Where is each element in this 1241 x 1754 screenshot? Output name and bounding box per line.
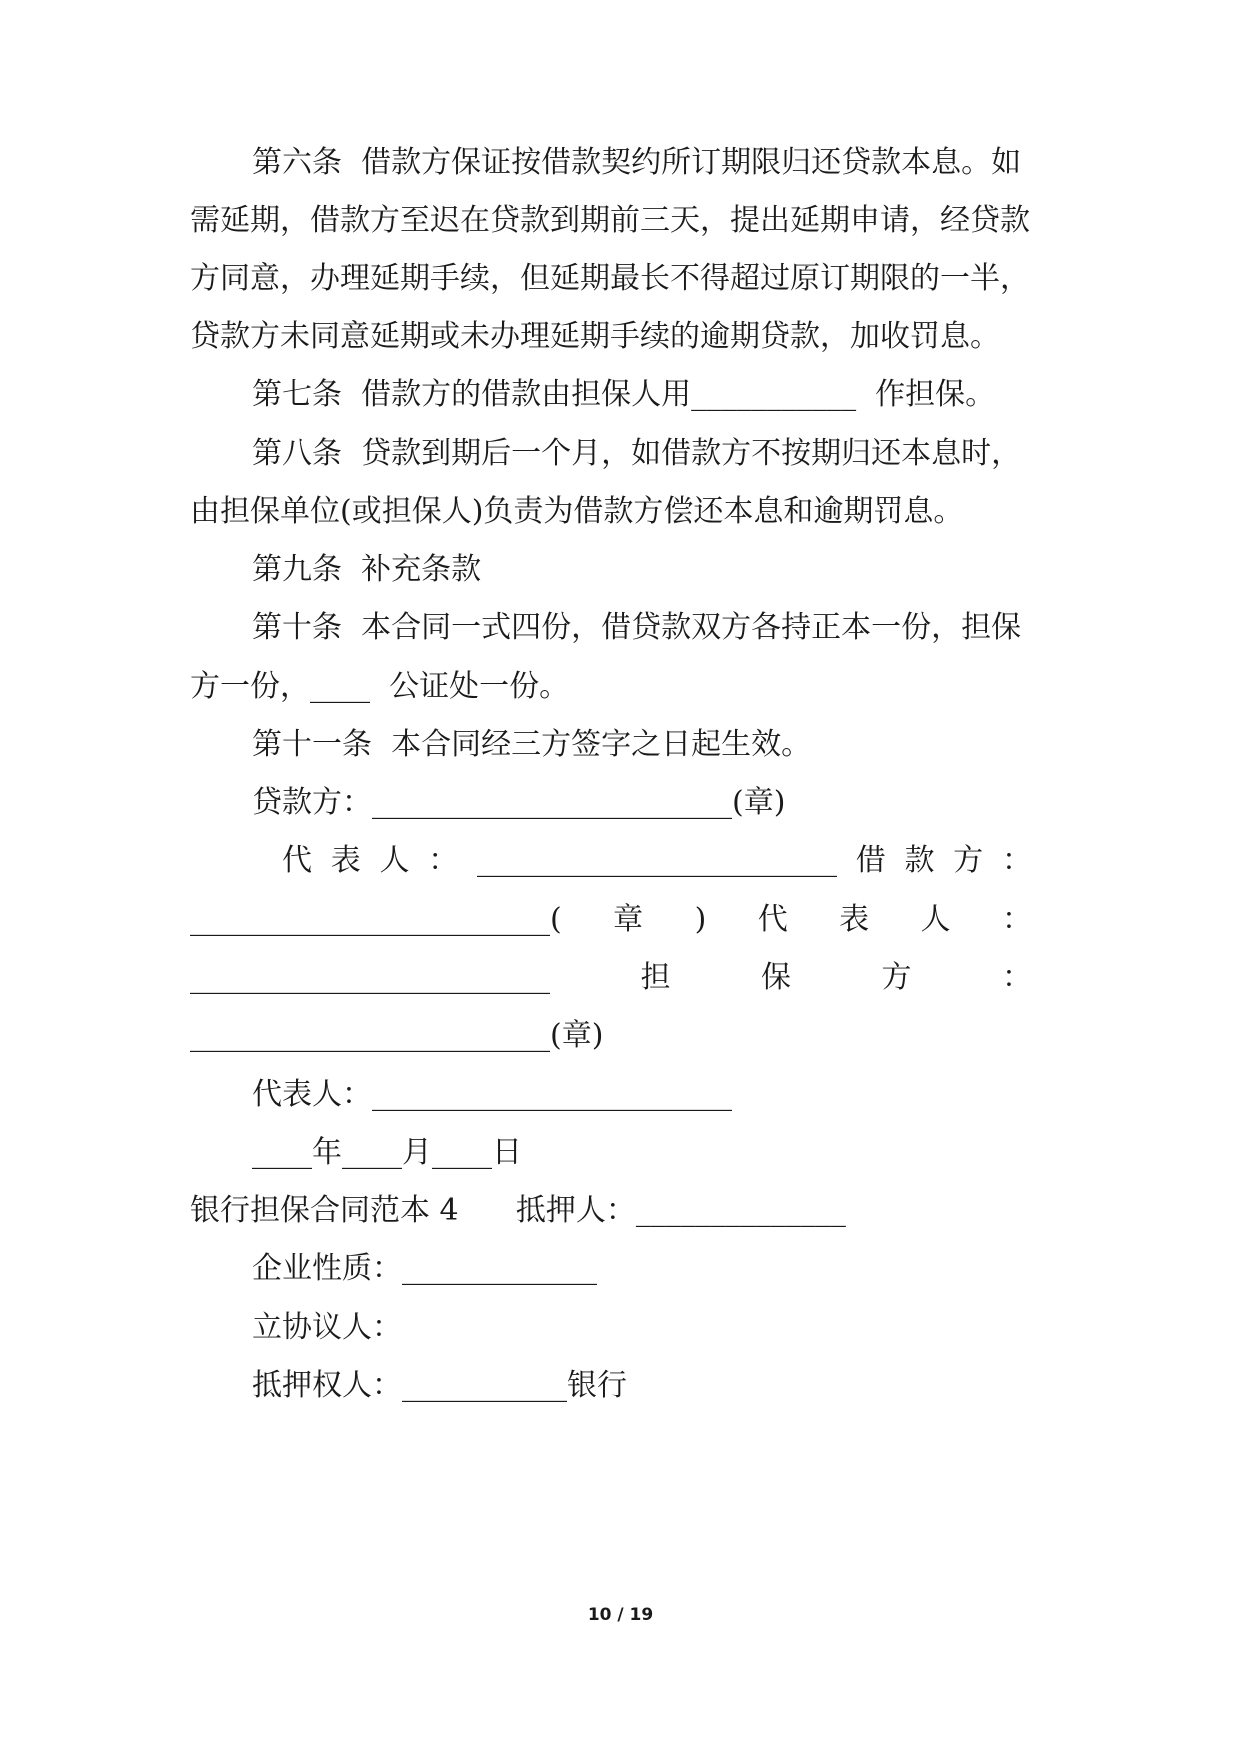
signature-line-guarantor: ________________________(章) — [190, 1018, 604, 1053]
justified-token: 代 — [282, 843, 312, 878]
paragraph-line: 第十一条 本合同经三方签字之日起生效。 — [252, 727, 812, 762]
justified-token: 保 — [761, 960, 791, 995]
field-line: 企业性质：_____________ — [252, 1251, 597, 1286]
justified-token: 人 — [379, 843, 410, 878]
justified-token: 担 — [640, 960, 671, 995]
paragraph-line: 第八条 贷款到期后一个月，如借款方不按期归还本息时， — [252, 436, 1022, 471]
justified-token: ： — [428, 843, 459, 878]
representative-line: 代表人：________________________ — [252, 1077, 732, 1112]
paragraph-line: 由担保单位(或担保人)负责为借款方偿还本息和逾期罚息。 — [190, 494, 964, 529]
paragraph-line: 第六条 借款方保证按借款契约所订期限归还贷款本息。如 — [252, 145, 1022, 180]
paragraph-line: 方同意，办理延期手续，但延期最长不得超过原订期限的一半， — [190, 261, 1030, 296]
section-heading-line: 银行担保合同范本 4 抵押人：______________ — [190, 1193, 846, 1228]
field-line: 立协议人： — [252, 1310, 402, 1345]
justified-token: ： — [1001, 902, 1032, 937]
date-line: ____年____月____日 — [252, 1135, 522, 1170]
paragraph-line: 第七条 借款方的借款由担保人用___________ 作担保。 — [252, 377, 996, 412]
justified-token: 表 — [330, 843, 361, 878]
field-line: 抵押权人：___________银行 — [252, 1368, 627, 1403]
justified-signature-line — [190, 900, 1032, 940]
page-number: 10 / 19 — [587, 1605, 654, 1625]
justified-token: 表 — [839, 902, 870, 937]
justified-token: 人 — [920, 902, 951, 937]
justified-signature-line — [282, 841, 1032, 881]
justified-token: 款 — [904, 843, 935, 878]
justified-token: 代 — [757, 902, 788, 937]
paragraph-line: 需延期，借款方至迟在贷款到期前三天，提出延期申请，经贷款 — [190, 203, 1030, 238]
justified-token: 方 — [953, 843, 984, 878]
justified-token: ： — [1002, 960, 1032, 995]
justified-token: ________________________( — [190, 902, 562, 937]
paragraph-line: 第九条 补充条款 — [252, 552, 482, 587]
justified-token: 章 — [613, 902, 644, 937]
justified-token: ________________________ — [190, 960, 550, 995]
paragraph-line: 方一份，____ 公证处一份。 — [190, 669, 570, 704]
justified-token: ________________________ — [477, 843, 837, 878]
signature-line-lender: 贷款方：________________________(章) — [252, 785, 786, 820]
paragraph-line: 贷款方未同意延期或未办理延期手续的逾期贷款，加收罚息。 — [190, 319, 1000, 354]
justified-token: ) — [694, 902, 707, 937]
justified-token: ： — [1002, 843, 1032, 878]
justified-token: 借 — [855, 843, 886, 878]
paragraph-line: 第十条 本合同一式四份，借贷款双方各持正本一份，担保 — [252, 610, 1022, 645]
justified-signature-line — [190, 958, 1032, 998]
justified-token: 方 — [881, 960, 912, 995]
